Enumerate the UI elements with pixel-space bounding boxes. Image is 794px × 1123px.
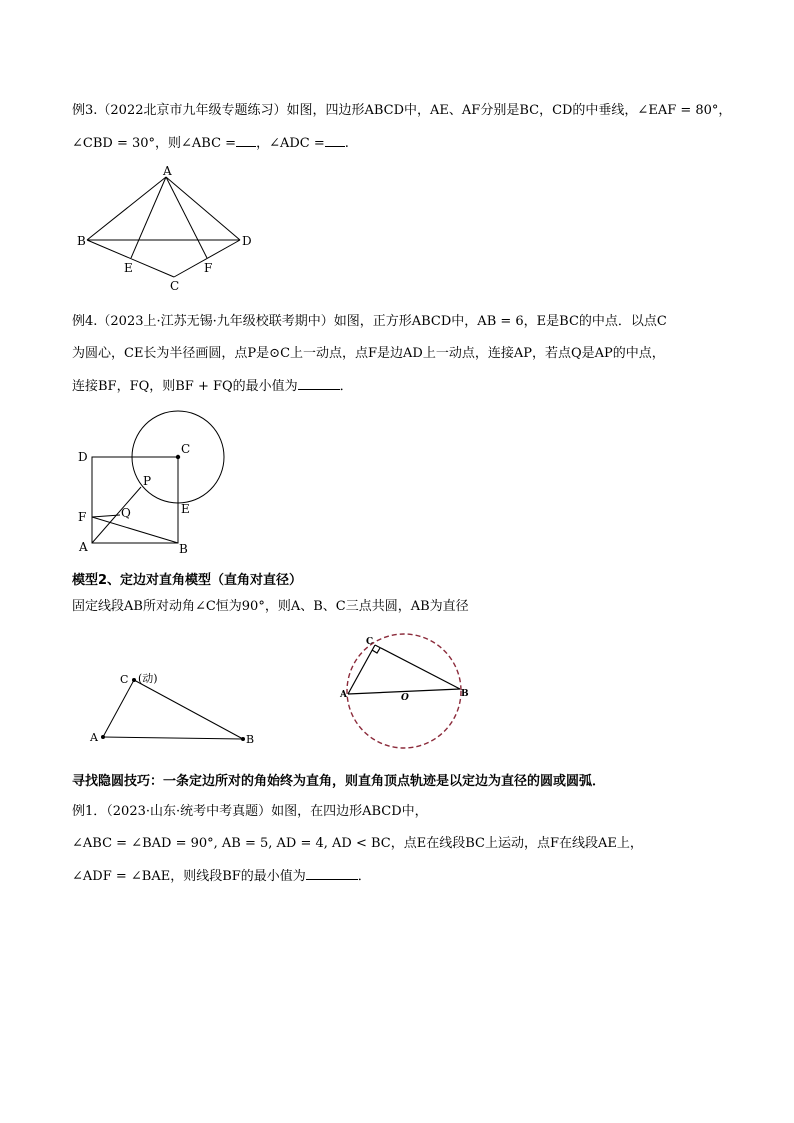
example4-line3-a: 连接BF，FQ，则BF + FQ的最小值为 (72, 379, 298, 394)
answer-blank (325, 134, 345, 147)
figure-square-circle (72, 405, 242, 560)
label-a: A (340, 690, 347, 700)
label-b: B (77, 234, 86, 248)
label-b: B (179, 542, 188, 556)
segment-ab (87, 177, 166, 240)
figure-circle-right-angle (336, 630, 476, 755)
model2-description: 固定线段AB所对动角∠C恒为90°，则A、B、C三点共圆，AB为直径 (72, 599, 469, 614)
label-q: Q (121, 506, 131, 520)
hidden-circle-tip: 寻找隐圆技巧：一条定边所对的角始终为直角，则直角顶点轨迹是以定边为直径的圆或圆弧． (72, 774, 606, 789)
answer-blank (298, 377, 340, 390)
answer-blank (306, 867, 358, 880)
label-d: D (242, 234, 252, 248)
example1-line3-b: ． (357, 869, 371, 884)
example4-line1: 例4.（2023上·江苏无锡·九年级校联考期中）如图，正方形ABCD中，AB = 6，E是BC的中点．以点C (72, 314, 667, 329)
point-c (176, 455, 180, 459)
segment-cb (375, 645, 460, 689)
answer-blank (236, 134, 256, 147)
label-e: E (124, 261, 133, 275)
label-f: F (204, 261, 213, 275)
figure-quadrilateral-abcd (70, 165, 270, 295)
label-a: A (79, 540, 88, 554)
example4-line3 (72, 377, 353, 396)
label-a: A (90, 731, 98, 744)
segment-cb (134, 680, 243, 739)
label-c: C (181, 442, 191, 456)
label-b: B (461, 689, 469, 699)
label-a: A (163, 164, 172, 178)
segment-ae (131, 177, 166, 258)
example1-line2: ∠ABC = ∠BAD = 90°, AB = 5, AD = 4, AD < BC，点E在线段BC上运动，点F在线段AE上， (72, 836, 643, 851)
label-c: C (366, 637, 374, 647)
model2-title: 模型2、定边对直角模型（直角对直径） (72, 573, 303, 588)
point-c (132, 678, 136, 682)
label-f: F (78, 510, 87, 524)
example1-line3 (72, 867, 371, 886)
label-b: B (246, 733, 255, 746)
point-a (101, 735, 105, 739)
label-c: C (170, 279, 180, 293)
example3-line1: 例3.（2022北京市九年级专题练习）如图，四边形ABCD中，AE、AF分别是BC，CD的中垂线，∠EAF = 80°， (72, 103, 732, 118)
example1-line1: 例1．（2023·山东·统考中考真题）如图，在四边形ABCD中， (72, 804, 428, 819)
example3-line2-b: ，∠ADC = (256, 136, 325, 151)
label-d: D (78, 450, 88, 464)
example1-line3-a: ∠ADF = ∠BAE，则线段BF的最小值为 (72, 869, 306, 884)
label-p: P (143, 474, 152, 488)
segment-ac (103, 680, 134, 737)
point-b (241, 737, 245, 741)
label-c: C (120, 673, 129, 686)
example3-line2 (72, 134, 349, 153)
example4-line2: 为圆心，CE长为半径画圆，点P是⊙C上一动点，点F是边AD上一动点，连接AP，若点Q是AP的中点， (72, 346, 665, 361)
figure-triangle-moving-c (88, 665, 268, 755)
label-e: E (181, 502, 190, 516)
segment-af (166, 177, 207, 258)
segment-bf (92, 517, 178, 543)
example3-line2-c: . (344, 136, 349, 151)
example3-line2-a: ∠CBD = 30°，则∠ABC = (72, 136, 237, 151)
segment-ad (166, 177, 240, 240)
example4-line3-b: ． (339, 379, 353, 394)
label-o: O (401, 693, 409, 703)
segment-ab (103, 737, 243, 739)
label-moving: (动) (138, 672, 158, 685)
